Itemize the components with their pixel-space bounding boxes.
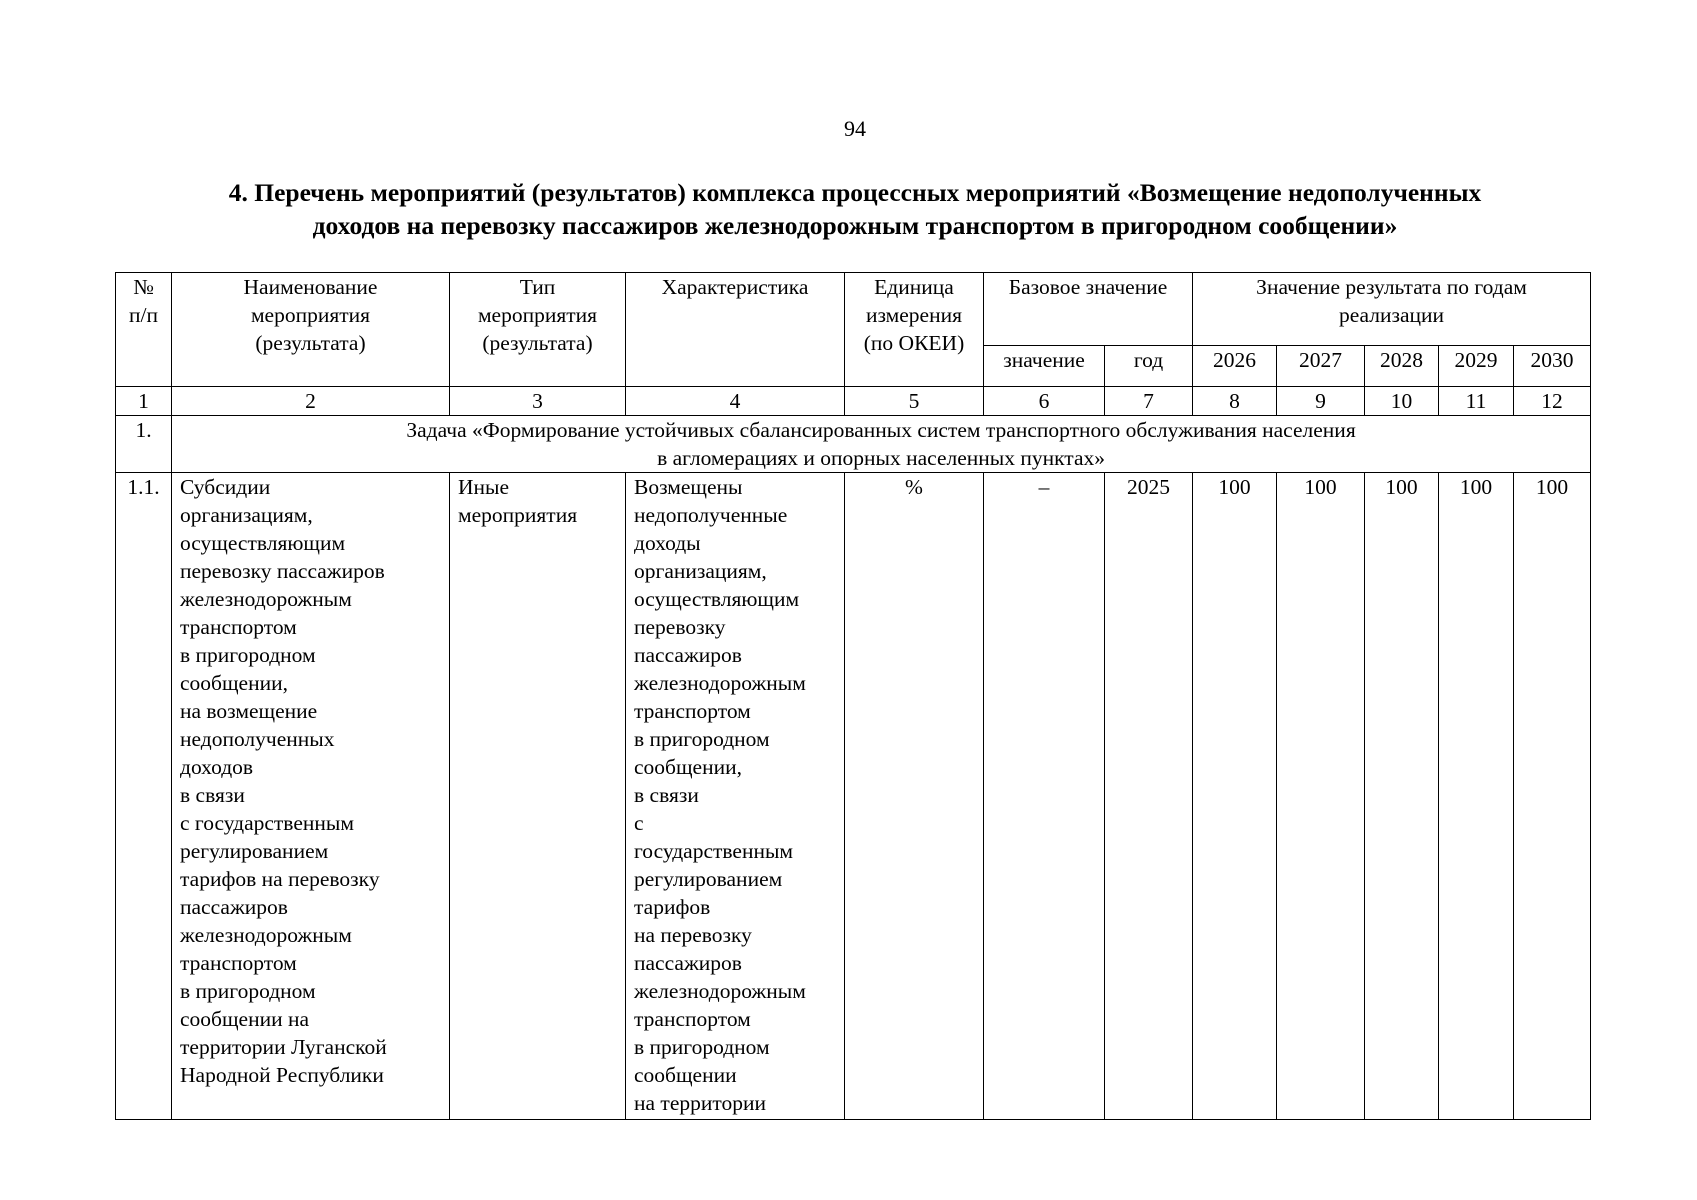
cell-line: территории Луганской — [180, 1035, 387, 1059]
cell-line: на возмещение — [180, 699, 318, 723]
cell-line: транспортом — [634, 1007, 751, 1031]
cell-line: осуществляющим — [180, 531, 346, 555]
cell-line: государственным — [634, 839, 794, 863]
header-year-2029: 2029 — [1439, 346, 1514, 387]
title-line-2: доходов на перевозку пассажиров железнодорожным транспортом в пригородном сообщении» — [312, 211, 1398, 240]
header-year-2030: 2030 — [1514, 346, 1591, 387]
header-year-2026: 2026 — [1193, 346, 1277, 387]
column-number: 3 — [450, 387, 626, 416]
cell-line: на перевозку — [634, 923, 752, 947]
cell-line: доходов — [180, 755, 254, 779]
cell-line: сообщении, — [634, 755, 742, 779]
column-number: 4 — [626, 387, 845, 416]
column-number: 7 — [1105, 387, 1193, 416]
column-number: 1 — [116, 387, 172, 416]
cell-line: транспортом — [180, 951, 297, 975]
header-num: № п/п — [116, 273, 172, 387]
header-unit: Единица измерения (по ОКЕИ) — [845, 273, 984, 387]
cell-line: Субсидии — [180, 475, 271, 499]
column-numbers-row — [116, 387, 1591, 416]
cell-line: транспортом — [180, 615, 297, 639]
cell-line: тарифов — [634, 895, 711, 919]
cell-line: в пригородном — [634, 727, 770, 751]
title-line-1: 4. Перечень мероприятий (результатов) комплекса процессных мероприятий «Возмещение недополученных — [228, 178, 1482, 207]
cell-line: организациям, — [180, 503, 313, 527]
cell-line: недополученные — [634, 503, 788, 527]
cell-line: сообщении на — [180, 1007, 310, 1031]
cell-line: осуществляющим — [634, 587, 800, 611]
cell-line: железнодорожным — [180, 587, 352, 611]
header-year-2027: 2027 — [1277, 346, 1365, 387]
header-base-value: значение — [984, 346, 1105, 387]
cell-line: тарифов на перевозку — [180, 867, 380, 891]
cell-line: железнодорожным — [180, 923, 352, 947]
row-value-2028: 100 — [1365, 473, 1439, 1120]
cell-line: на территории — [634, 1091, 766, 1115]
cell-line: доходы — [634, 531, 701, 555]
column-number: 5 — [845, 387, 984, 416]
cell-line: регулированием — [634, 867, 783, 891]
cell-line: мероприятия — [458, 503, 578, 527]
row-value-2030: 100 — [1514, 473, 1591, 1120]
column-number: 9 — [1277, 387, 1365, 416]
cell-line: организациям, — [634, 559, 767, 583]
table-row — [116, 473, 1591, 1120]
row-num: 1.1. — [116, 473, 172, 1120]
header-base-year: год — [1105, 346, 1193, 387]
column-number: 8 — [1193, 387, 1277, 416]
cell-line: в пригородном — [180, 643, 316, 667]
row-value-2026: 100 — [1193, 473, 1277, 1120]
column-number: 12 — [1514, 387, 1591, 416]
task-row — [116, 416, 1591, 473]
cell-line: транспортом — [634, 699, 751, 723]
cell-line: в связи — [634, 783, 699, 807]
cell-line: пассажиров — [180, 895, 288, 919]
header-years-group: Значение результата по годам реализации — [1193, 273, 1591, 346]
cell-line: сообщении — [634, 1063, 737, 1087]
row-base-year: 2025 — [1105, 473, 1193, 1120]
column-number: 10 — [1365, 387, 1439, 416]
cell-line: пассажиров — [634, 643, 742, 667]
cell-line: недополученных — [180, 727, 335, 751]
cell-line: в пригородном — [634, 1035, 770, 1059]
cell-line: железнодорожным — [634, 979, 806, 1003]
header-row-top — [116, 273, 1591, 346]
cell-line: Иные — [458, 475, 510, 499]
cell-line: Народной Республики — [180, 1063, 384, 1087]
column-number: 6 — [984, 387, 1105, 416]
task-text: Задача «Формирование устойчивых сбалансированных систем транспортного обслуживания населения в агломерациях и опорных населенных пунктах» — [172, 416, 1591, 473]
cell-line: железнодорожным — [634, 671, 806, 695]
row-name — [172, 473, 450, 1120]
document-title — [120, 176, 1590, 242]
page-number: 94 — [844, 116, 866, 141]
measures-table — [115, 272, 1591, 1120]
header-characteristic: Характеристика — [626, 273, 845, 387]
cell-line: пассажиров — [634, 951, 742, 975]
header-name: Наименование мероприятия (результата) — [172, 273, 450, 387]
row-type — [450, 473, 626, 1120]
row-characteristic — [626, 473, 845, 1120]
cell-line: с — [634, 811, 644, 835]
cell-line: регулированием — [180, 839, 329, 863]
cell-line: Возмещены — [634, 475, 743, 499]
column-number: 2 — [172, 387, 450, 416]
cell-line: перевозку — [634, 615, 726, 639]
cell-line: сообщении, — [180, 671, 288, 695]
row-value-2027: 100 — [1277, 473, 1365, 1120]
column-number: 11 — [1439, 387, 1514, 416]
task-num: 1. — [116, 416, 172, 473]
header-base: Базовое значение — [984, 273, 1193, 346]
row-base-value: – — [984, 473, 1105, 1120]
cell-line: перевозку пассажиров — [180, 559, 385, 583]
header-year-2028: 2028 — [1365, 346, 1439, 387]
row-value-2029: 100 — [1439, 473, 1514, 1120]
cell-line: в пригородном — [180, 979, 316, 1003]
row-unit: % — [845, 473, 984, 1120]
header-type: Тип мероприятия (результата) — [450, 273, 626, 387]
cell-line: с государственным — [180, 811, 354, 835]
cell-line: в связи — [180, 783, 245, 807]
